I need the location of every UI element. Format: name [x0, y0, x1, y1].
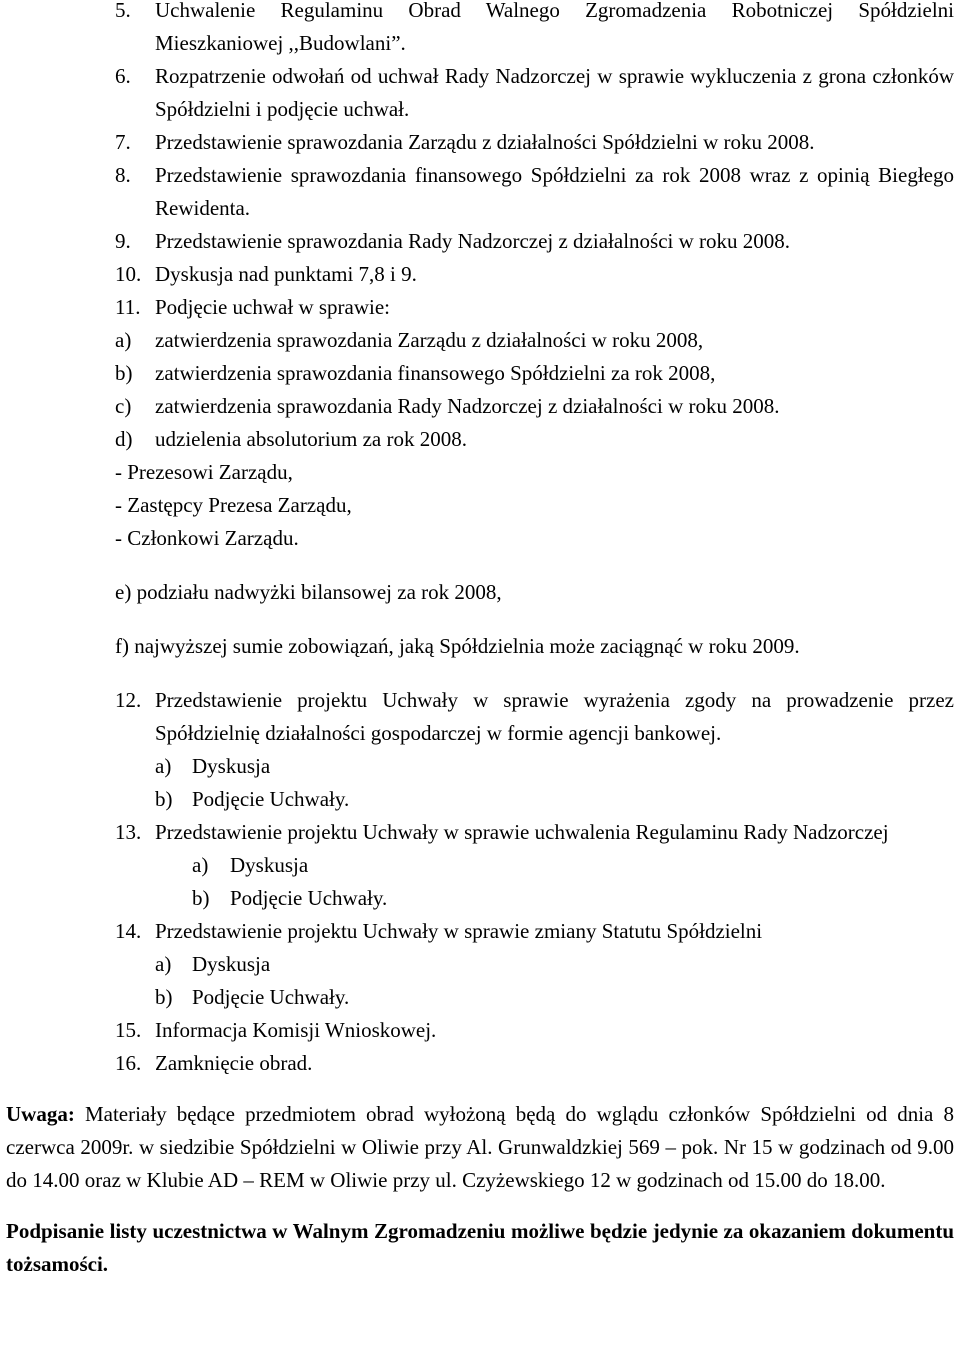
sub-item-label: b): [192, 886, 210, 910]
item-text: Przedstawienie projektu Uchwały w sprawie zmiany Statutu Spółdzielni: [155, 919, 763, 943]
sub-item-text: Podjęcie Uchwały.: [230, 886, 388, 910]
agenda-item-15: [0, 1014, 960, 1047]
agenda-item-14: [0, 915, 960, 948]
item-number: 15.: [115, 1018, 142, 1042]
item-text: Podjęcie uchwał w sprawie:: [155, 295, 391, 319]
sub-item-11b: [0, 357, 960, 390]
dash-line-zastepca: - Zastępcy Prezesa Zarządu,: [115, 493, 352, 517]
sub-item-label: a): [155, 754, 172, 778]
agenda-item-10: [0, 258, 960, 291]
sub-item-label: b): [155, 787, 173, 811]
item-number: 14.: [115, 919, 142, 943]
item-text: Przedstawienie projektu Uchwały w sprawie uchwalenia Regulaminu Rady Nadzorczej: [155, 820, 889, 844]
item-text: Dyskusja nad punktami 7,8 i 9.: [155, 262, 417, 286]
item-number: 7.: [115, 130, 131, 154]
sub-item-text: Podjęcie Uchwały.: [192, 985, 350, 1009]
agenda-item-13: [0, 816, 960, 849]
sub-item-text: Dyskusja: [230, 853, 309, 877]
spacer: [0, 609, 960, 630]
sub-item-label: b): [115, 361, 133, 385]
item-text: Przedstawienie sprawozdania Zarządu z działalności Spółdzielni w roku 2008.: [155, 130, 815, 154]
spacer: [0, 1197, 960, 1215]
spacer: [0, 555, 960, 576]
note-paragraph: [0, 1098, 960, 1197]
note-label: Uwaga:: [6, 1102, 75, 1126]
sub-item-text: Dyskusja: [192, 754, 271, 778]
item-number: 13.: [115, 820, 142, 844]
sub-item-label: d): [115, 427, 133, 451]
sub-item-11e: e) podziału nadwyżki bilansowej za rok 2008,: [115, 580, 502, 604]
sub-item-text: Dyskusja: [192, 952, 271, 976]
spacer: [0, 663, 960, 684]
note-text: Materiały będące przedmiotem obrad wyłożoną będą do wglądu członków Spółdzielni od dnia 8 czerwca 2009r. w siedzibie Spółdzielni w Oliwie przy Al. Grunwaldzkiej 569 – pok. Nr 15 w godzinach od 9.00 do 14.00 oraz w Klubie AD – REM w Oliwie przy ul. Czyżewskiego 12 w godzinach od 15.00 do 18.00.: [6, 1102, 954, 1192]
agenda-item-11: [0, 291, 960, 324]
sub-item-text: udzielenia absolutorium za rok 2008.: [155, 427, 467, 451]
item-number: 8.: [115, 163, 131, 187]
item-text: Przedstawienie sprawozdania finansowego Spółdzielni za rok 2008 wraz z opinią Biegłego Rewidenta.: [155, 163, 954, 220]
sub-item-13b: [0, 882, 960, 915]
agenda-item-7: [0, 126, 960, 159]
item-text: Przedstawienie projektu Uchwały w sprawie wyrażenia zgody na prowadzenie przez Spółdzielnię działalności gospodarczej w formie agencji bankowej.: [155, 688, 954, 745]
item-number: 9.: [115, 229, 131, 253]
sub-item-label: a): [155, 952, 172, 976]
item-number: 11.: [115, 295, 141, 319]
item-text: Uchwalenie Regulaminu Obrad Walnego Zgromadzenia Robotniczej Spółdzielni Mieszkaniowej ,,Budowlani”.: [155, 0, 954, 55]
sub-item-label: a): [192, 853, 209, 877]
sub-item-text: Podjęcie Uchwały.: [192, 787, 350, 811]
item-text: Zamknięcie obrad.: [155, 1051, 313, 1075]
item-number: 10.: [115, 262, 142, 286]
item-number: 5.: [115, 0, 131, 22]
item-number: 16.: [115, 1051, 142, 1075]
dash-line-czlonek: - Członkowi Zarządu.: [115, 526, 299, 550]
spacer: [0, 1080, 960, 1098]
sub-item-14b: [0, 981, 960, 1014]
dash-line-prezes: - Prezesowi Zarządu,: [115, 460, 293, 484]
sub-item-13a: [0, 849, 960, 882]
sub-item-label: b): [155, 985, 173, 1009]
item-number: 6.: [115, 64, 131, 88]
sub-item-12b: [0, 783, 960, 816]
item-text: Przedstawienie sprawozdania Rady Nadzorczej z działalności w roku 2008.: [155, 229, 791, 253]
sub-item-14a: [0, 948, 960, 981]
sub-item-12a: [0, 750, 960, 783]
sub-item-text: zatwierdzenia sprawozdania Rady Nadzorczej z działalności w roku 2008.: [155, 394, 780, 418]
sub-item-11f: f) najwyższej sumie zobowiązań, jaką Spółdzielnia może zaciągnąć w roku 2009.: [115, 634, 800, 658]
sub-item-label: c): [115, 394, 132, 418]
item-text: Informacja Komisji Wnioskowej.: [155, 1018, 437, 1042]
agenda-item-12: [0, 684, 960, 750]
agenda-item-5: [0, 0, 960, 60]
agenda-item-16: [0, 1047, 960, 1080]
sub-item-11d: [0, 423, 960, 456]
signing-notice: Podpisanie listy uczestnictwa w Walnym Zgromadzeniu możliwe będzie jedynie za okazaniem dokumentu tożsamości.: [6, 1219, 954, 1276]
item-text: Rozpatrzenie odwołań od uchwał Rady Nadzorczej w sprawie wykluczenia z grona członków Spółdzielni i podjęcie uchwał.: [155, 64, 954, 121]
sub-item-11a: [0, 324, 960, 357]
agenda-item-8: [0, 159, 960, 225]
sub-item-text: zatwierdzenia sprawozdania finansowego Spółdzielni za rok 2008,: [155, 361, 716, 385]
agenda-item-6: [0, 60, 960, 126]
sub-item-11c: [0, 390, 960, 423]
agenda-item-9: [0, 225, 960, 258]
item-number: 12.: [115, 688, 142, 712]
sub-item-text: zatwierdzenia sprawozdania Zarządu z działalności w roku 2008,: [155, 328, 704, 352]
sub-item-label: a): [115, 328, 132, 352]
